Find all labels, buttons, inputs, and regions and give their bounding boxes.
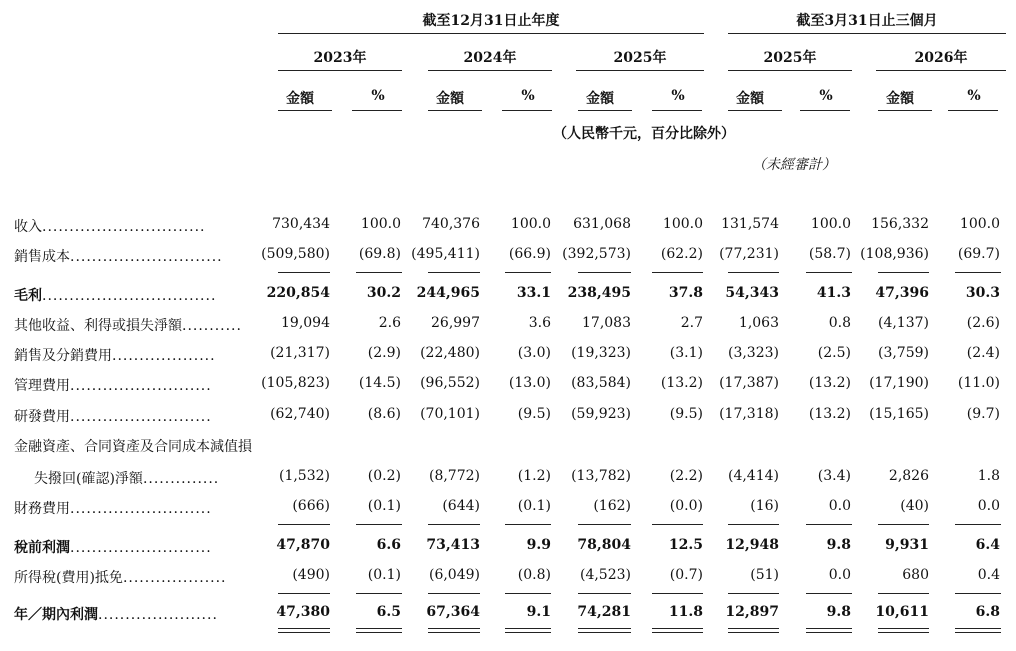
percent-cell: 6.8 [975,604,1000,620]
subtotal-rule [806,593,852,594]
subheader-rule [352,110,402,111]
percent-cell: (0.7) [669,567,703,583]
header-group-quarter-rule [728,33,1006,34]
subtotal-rule [278,272,330,273]
table-row [0,468,1016,488]
row-label [14,315,276,335]
percent-cell: 100.0 [662,216,703,232]
amount-cell: (22,480) [420,345,480,361]
amount-cell: (392,573) [562,246,631,262]
percent-col-header: % [967,88,981,104]
row-label [14,246,276,266]
percent-cell: 6.6 [376,537,401,553]
amount-cell: (13,782) [571,468,631,484]
percent-cell: (3.4) [817,468,851,484]
percent-cell: (13.2) [660,375,703,391]
total-double-rule-bottom [578,632,631,633]
header-group-annual: 截至12月31日止年度 [422,13,560,29]
percent-cell: (13.0) [508,375,551,391]
amount-cell: 74,281 [577,604,631,620]
total-double-rule-bottom [505,632,551,633]
percent-cell: (62.2) [660,246,703,262]
amount-cell: 10,611 [875,604,929,620]
amount-cell: (17,387) [719,375,779,391]
amount-cell: 47,380 [276,604,330,620]
amount-cell: (4,414) [727,468,779,484]
subheader-rule [278,110,332,111]
table-row [0,345,1016,365]
amount-col-header: 金額 [586,91,614,107]
row-leader-dots: ................... [112,348,216,364]
table-row [0,436,1016,456]
year-rule-4 [728,70,852,71]
percent-cell: (2.4) [966,345,1000,361]
subtotal-rule [878,593,929,594]
amount-cell: 12,897 [725,604,779,620]
row-label-text: 財務費用 [14,501,70,517]
year-rule-1 [278,70,402,71]
row-label-text: 管理費用 [14,378,70,394]
amount-cell: 78,804 [577,537,631,553]
subtotal-rule [278,524,330,525]
table-row [0,246,1016,266]
table-row [0,537,1016,557]
row-label-text: 所得稅(費用)抵免 [14,570,123,586]
subtotal-rule [806,272,852,273]
header-group-quarter: 截至3月31日止三個月 [796,13,938,29]
subtotal-rule [878,272,929,273]
amount-cell: 19,094 [281,315,330,331]
amount-cell: (16) [750,498,779,514]
subtotal-rule [955,524,1001,525]
unaudited-note: （未經審計） [752,157,836,173]
row-leader-dots: .............................. [42,219,206,235]
row-label-text: 其他收益、利得或損失淨額 [14,318,182,334]
amount-cell: (495,411) [411,246,480,262]
amount-col-header: 金額 [436,91,464,107]
row-label-text: 銷售及分銷費用 [14,348,112,364]
row-label-text: 失撥回(確認)淨額 [34,471,143,487]
subtotal-rule [428,593,480,594]
percent-cell: (9.7) [966,406,1000,422]
total-double-rule-top [652,628,703,629]
subheader-rule [502,110,552,111]
total-double-rule-top [505,628,551,629]
year-rule-5 [876,70,1006,71]
percent-col-header: % [671,88,685,104]
row-leader-dots: .......................... [70,409,212,425]
amount-cell: (77,231) [719,246,779,262]
subtotal-rule [505,524,551,525]
total-double-rule-top [728,628,779,629]
amount-cell: (17,190) [869,375,929,391]
percent-cell: 0.8 [828,315,851,331]
percent-cell: 33.1 [516,285,551,301]
percent-col-header: % [521,88,535,104]
subheader-rule [948,110,998,111]
percent-cell: (3.1) [669,345,703,361]
subtotal-rule [728,524,779,525]
subtotal-rule [578,272,631,273]
subtotal-rule [955,272,1001,273]
percent-cell: (0.1) [517,498,551,514]
amount-cell: (19,323) [571,345,631,361]
row-leader-dots: ................... [122,570,227,586]
amount-cell: (3,759) [877,345,929,361]
table-row [0,567,1016,587]
row-leader-dots: .......................... [70,378,212,394]
row-label [14,498,276,518]
percent-cell: (3.0) [517,345,551,361]
amount-cell: 9,931 [885,537,929,553]
amount-cell: (8,772) [428,468,480,484]
percent-cell: (1.2) [517,468,551,484]
amount-cell: (4,137) [877,315,929,331]
year-header-2: 2024年 [463,50,517,66]
subtotal-rule [505,272,551,273]
percent-cell: 30.2 [366,285,401,301]
percent-cell: (8.6) [367,406,401,422]
subtotal-rule [278,593,330,594]
table-row [0,216,1016,236]
row-label-text: 銷售成本 [14,249,70,265]
percent-cell: 9.8 [826,537,851,553]
percent-cell: (69.8) [358,246,401,262]
row-label-text: 稅前利潤 [14,540,70,556]
header-group-annual-rule [278,33,704,34]
amount-cell: (15,165) [869,406,929,422]
subtotal-rule [728,593,779,594]
amount-cell: 2,826 [888,468,929,484]
amount-cell: 220,854 [266,285,330,301]
total-double-rule-bottom [428,632,480,633]
row-label-text: 毛利 [14,288,42,304]
amount-cell: (6,049) [428,567,480,583]
total-double-rule-bottom [652,632,703,633]
amount-cell: (490) [292,567,330,583]
percent-cell: 9.8 [826,604,851,620]
amount-col-header: 金額 [736,91,764,107]
amount-cell: (59,923) [571,406,631,422]
row-label [14,345,276,365]
percent-cell: 100.0 [810,216,851,232]
subtotal-rule [428,524,480,525]
amount-cell: 740,376 [422,216,480,232]
amount-cell: (17,318) [719,406,779,422]
subtotal-rule [428,272,480,273]
amount-cell: (21,317) [270,345,330,361]
percent-cell: (9.5) [517,406,551,422]
subtotal-rule [652,524,703,525]
percent-cell: 2.7 [680,315,703,331]
year-rule-3 [576,70,704,71]
row-label-text: 年／期內利潤 [14,607,98,623]
percent-cell: (2.2) [669,468,703,484]
total-double-rule-top [428,628,480,629]
percent-cell: 0.0 [828,567,851,583]
percent-cell: 0.0 [828,498,851,514]
percent-cell: 9.1 [526,604,551,620]
year-header-4: 2025年 [763,50,817,66]
row-leader-dots: ................................ [42,288,217,304]
amount-cell: 54,343 [725,285,779,301]
percent-cell: (0.0) [669,498,703,514]
percent-cell: 0.4 [977,567,1000,583]
row-label [14,567,276,587]
subtotal-rule [356,524,402,525]
percent-cell: 9.9 [526,537,551,553]
row-label-text: 收入 [14,219,42,235]
percent-cell: (2.5) [817,345,851,361]
year-header-3: 2025年 [613,50,667,66]
table-row [0,375,1016,395]
total-double-rule-bottom [806,632,852,633]
amount-cell: (83,584) [571,375,631,391]
total-double-rule-top [878,628,929,629]
amount-cell: 131,574 [721,216,779,232]
percent-cell: (13.2) [808,406,851,422]
subtotal-rule [356,272,402,273]
subheader-rule [652,110,702,111]
year-header-1: 2023年 [313,50,367,66]
row-label [14,285,276,305]
percent-cell: (0.1) [367,567,401,583]
amount-cell: (4,523) [579,567,631,583]
percent-cell: 11.8 [668,604,703,620]
amount-col-header: 金額 [886,91,914,107]
percent-cell: (9.5) [669,406,703,422]
total-double-rule-bottom [728,632,779,633]
subtotal-rule [505,593,551,594]
percent-cell: 100.0 [510,216,551,232]
percent-cell: 6.5 [376,604,401,620]
total-double-rule-top [278,628,330,629]
amount-cell: (62,740) [270,406,330,422]
amount-cell: (96,552) [420,375,480,391]
row-label [14,375,276,395]
table-row [0,498,1016,518]
amount-cell: 47,870 [276,537,330,553]
table-row [0,604,1016,624]
subtotal-rule [728,272,779,273]
amount-cell: 1,063 [738,315,779,331]
subtotal-rule [356,593,402,594]
percent-cell: (0.2) [367,468,401,484]
amount-cell: 238,495 [567,285,631,301]
percent-col-header: % [371,88,385,104]
percent-cell: (0.1) [367,498,401,514]
table-row [0,406,1016,426]
percent-cell: (69.7) [957,246,1000,262]
percent-cell: 1.8 [977,468,1000,484]
total-double-rule-bottom [356,632,402,633]
amount-cell: (40) [900,498,929,514]
total-double-rule-top [578,628,631,629]
amount-cell: (509,580) [261,246,330,262]
amount-cell: (105,823) [261,375,330,391]
amount-cell: 730,434 [272,216,330,232]
subheader-rule [428,110,482,111]
percent-cell: (66.9) [508,246,551,262]
row-leader-dots: ............................ [70,249,223,265]
subheader-rule [800,110,850,111]
row-label [14,436,276,456]
amount-col-header: 金額 [286,91,314,107]
year-header-5: 2026年 [914,50,968,66]
row-leader-dots: ...................... [98,607,218,623]
amount-cell: 631,068 [573,216,631,232]
row-label-text: 研發費用 [14,409,70,425]
subtotal-rule [806,524,852,525]
percent-col-header: % [819,88,833,104]
total-double-rule-bottom [878,632,929,633]
amount-cell: (51) [750,567,779,583]
percent-cell: 6.4 [975,537,1000,553]
row-label-text: 金融資產、合同資產及合同成本減值損 [14,439,252,455]
row-label [14,216,276,236]
percent-cell: 30.3 [965,285,1000,301]
total-double-rule-top [356,628,402,629]
percent-cell: (2.9) [367,345,401,361]
subheader-rule [578,110,632,111]
table-row [0,315,1016,335]
subtotal-rule [955,593,1001,594]
amount-cell: 73,413 [426,537,480,553]
row-leader-dots: .............. [142,471,220,487]
subtotal-rule [652,593,703,594]
amount-cell: 67,364 [426,604,480,620]
subtotal-rule [578,524,631,525]
percent-cell: 100.0 [360,216,401,232]
amount-cell: 47,396 [875,285,929,301]
amount-cell: (644) [442,498,480,514]
subtotal-rule [878,524,929,525]
amount-cell: (1,532) [278,468,330,484]
total-double-rule-bottom [278,632,330,633]
amount-cell: 12,948 [725,537,779,553]
percent-cell: 0.0 [977,498,1000,514]
amount-cell: (3,323) [727,345,779,361]
percent-cell: 37.8 [668,285,703,301]
subheader-rule [878,110,932,111]
row-leader-dots: ........... [182,318,242,334]
row-label [14,406,276,426]
percent-cell: (0.8) [517,567,551,583]
percent-cell: (13.2) [808,375,851,391]
amount-cell: (108,936) [860,246,929,262]
year-rule-2 [428,70,552,71]
amount-cell: 680 [902,567,929,583]
amount-cell: 244,965 [416,285,480,301]
amount-cell: 26,997 [431,315,480,331]
subtotal-rule [578,593,631,594]
percent-cell: (58.7) [808,246,851,262]
percent-cell: (2.6) [966,315,1000,331]
percent-cell: (14.5) [358,375,401,391]
subheader-rule [728,110,782,111]
currency-note: （人民幣千元，百分比除外） [553,126,735,142]
amount-cell: (666) [292,498,330,514]
percent-cell: 12.5 [668,537,703,553]
amount-cell: (70,101) [420,406,480,422]
total-double-rule-bottom [955,632,1001,633]
subtotal-rule [652,272,703,273]
amount-cell: 156,332 [871,216,929,232]
row-label [14,604,276,624]
percent-cell: 2.6 [378,315,401,331]
percent-cell: 3.6 [528,315,551,331]
row-leader-dots: .......................... [70,540,212,556]
table-row [0,285,1016,305]
percent-cell: (11.0) [957,375,1000,391]
row-leader-dots: .......................... [70,501,212,517]
total-double-rule-top [955,628,1001,629]
percent-cell: 41.3 [816,285,851,301]
percent-cell: 100.0 [959,216,1000,232]
total-double-rule-top [806,628,852,629]
row-label [14,537,276,557]
amount-cell: (162) [593,498,631,514]
amount-cell: 17,083 [582,315,631,331]
